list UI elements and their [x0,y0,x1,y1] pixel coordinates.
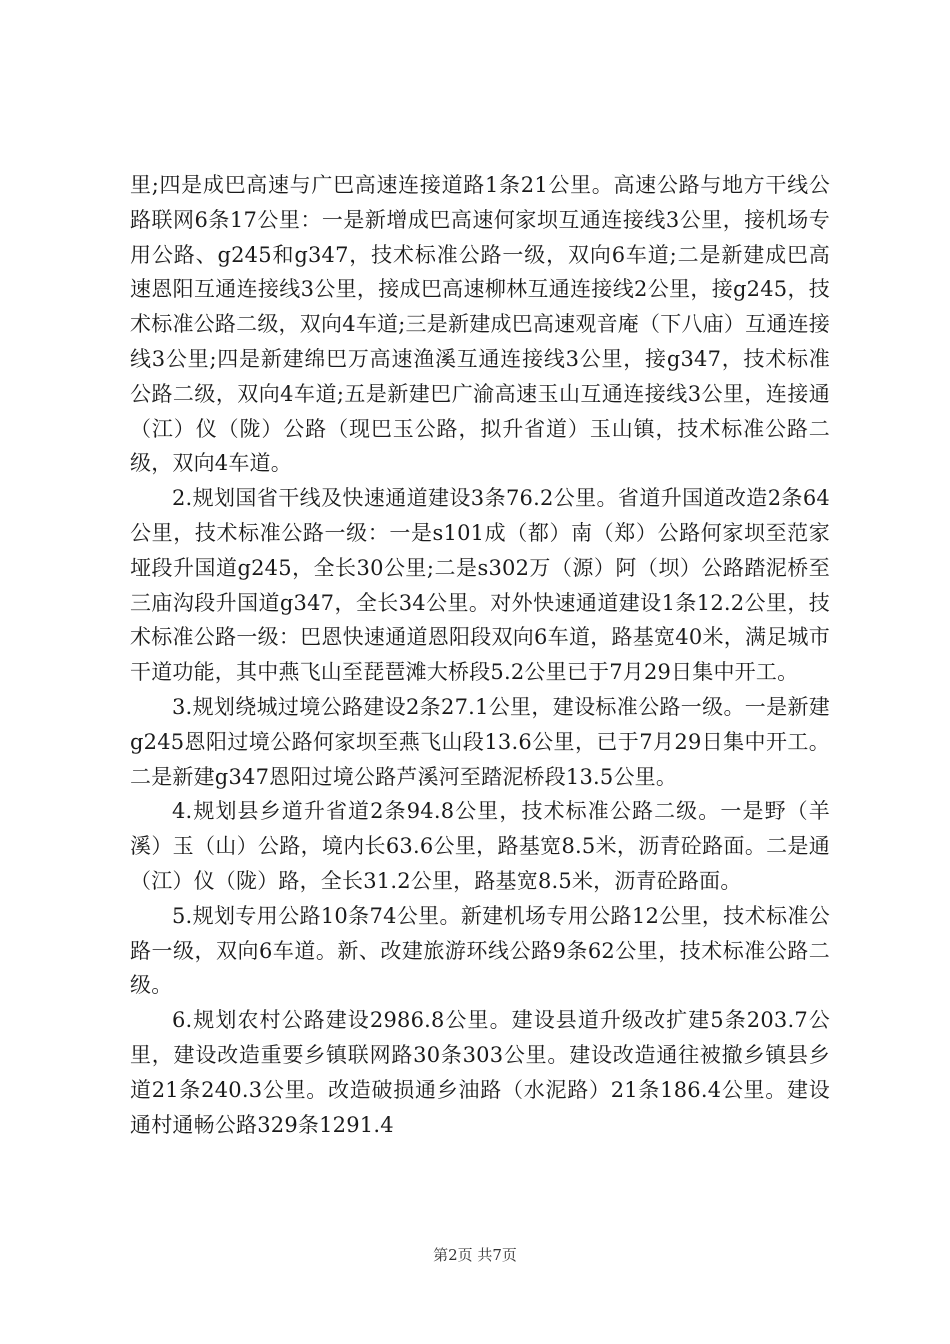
paragraph-item-4: 4.规划县乡道升省道2条94.8公里，技术标准公路二级。一是野（羊溪）玉（山）公路，境内长63.6公里，路基宽8.5米，沥青砼路面。二是通（江）仪（陇）路，全长31.2公里，路基宽8.5米，沥青砼路面。 [130,799,830,893]
page-footer [0,1244,950,1265]
paragraph-item-3: 3.规划绕城过境公路建设2条27.1公里，建设标准公路一级。一是新建g245恩阳过境公路何家坝至燕飞山段13.6公里，已于7月29日集中开工。二是新建g347恩阳过境公路芦溪河至踏泥桥段13.5公里。 [130,694,830,789]
document-body [130,168,830,1142]
paragraph-item-5: 5.规划专用公路10条74公里。新建机场专用公路12公里，技术标准公路一级，双向6车道。新、改建旅游环线公路9条62公里，技术标准公路二级。 [130,903,830,998]
paragraph-item-6: 6.规划农村公路建设2986.8公里。建设县道升级改扩建5条203.7公里，建设改造重要乡镇联网路30条303公里。建设改造通往被撤乡镇县乡道21条240.3公里。改造破损通乡油路（水泥路）21条186.4公里。建设通村通畅公路329条1291.4 [130,1008,830,1137]
paragraph-continuation: 里;四是成巴高速与广巴高速连接道路1条21公里。高速公路与地方干线公路联网6条17公里：一是新增成巴高速何家坝互通连接线3公里，接机场专用公路、g245和g347，技术标准公路一级，双向6车道;二是新建成巴高速恩阳互通连接线3公里，接成巴高速柳林互通连接线2公里，接g245，技术标准公路二级，双向4车道;三是新建成巴高速观音庵（下八庙）互通连接线3公里;四是新建绵巴万高速渔溪互通连接线3公里，接g347，技术标准公路二级，双向4车道;五是新建巴广渝高速玉山互通连接线3公里，连接通（江）仪（陇）公路（现巴玉公路，拟升省道）玉山镇，技术标准公路二级，双向4车道。 [130,173,830,476]
paragraph-item-2: 2.规划国省干线及快速通道建设3条76.2公里。省道升国道改造2条64公里，技术标准公路一级：一是s101成（都）南（郑）公路何家坝至范家垭段升国道g245，全长30公里;二是s302万（源）阿（坝）公路踏泥桥至三庙沟段升国道g347，全长34公里。对外快速通道建设1条12.2公里，技术标准公路一级：巴恩快速通道恩阳段双向6车道，路基宽40米，满足城市干道功能，其中燕飞山至琵琶滩大桥段5.2公里已于7月29日集中开工。 [130,486,830,685]
page-number-label: 第2页 共7页 [433,1246,517,1264]
